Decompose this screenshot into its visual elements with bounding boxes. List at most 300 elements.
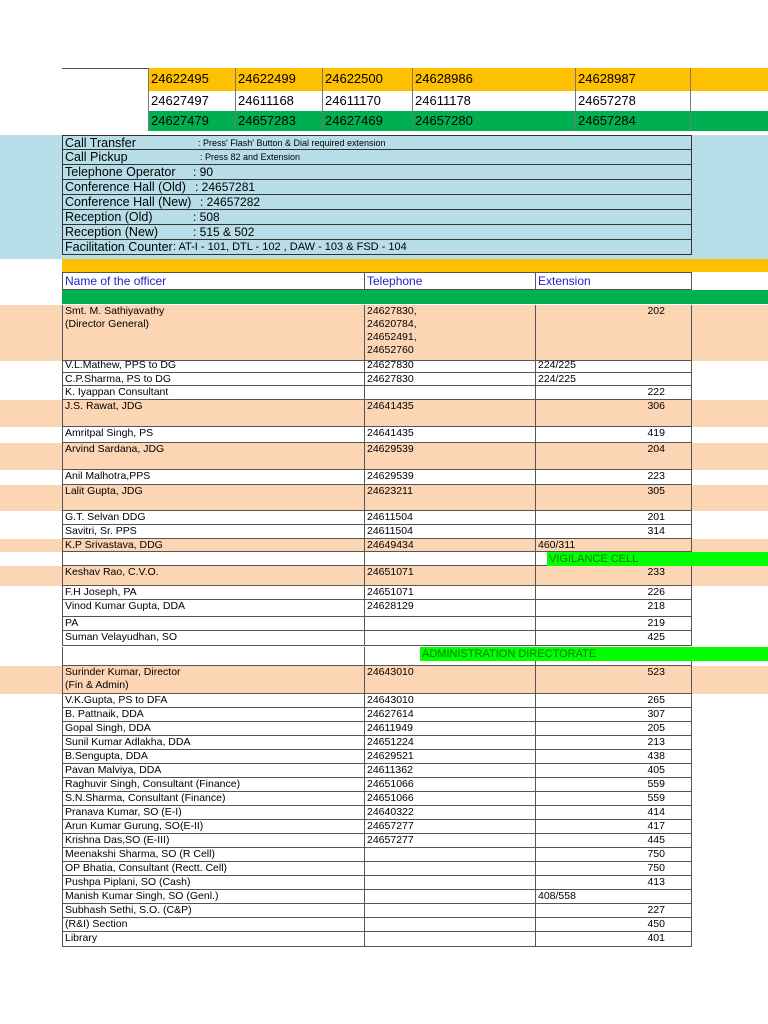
extension-cell	[535, 305, 692, 361]
extension-cell	[535, 525, 692, 539]
number-cell: 24611178	[412, 91, 575, 111]
table-row	[0, 904, 768, 918]
info-conference-hall-old	[62, 180, 692, 195]
extension-number: 314	[647, 525, 665, 537]
section-vigilance-cell: VIGILANCE CELL	[549, 553, 639, 565]
number-cell-edge	[690, 91, 693, 111]
telephone-cell	[364, 708, 535, 722]
officer-name: B. Pattnaik, DDA	[65, 708, 144, 720]
officer-name: Anil Malhotra,PPS	[65, 470, 151, 482]
number-cell: 24657280	[412, 111, 575, 131]
extension-number: 223	[647, 470, 665, 482]
number-cell: 24627479	[148, 111, 235, 131]
table-row	[0, 586, 768, 600]
table-row	[0, 694, 768, 708]
header-name-cell	[62, 272, 364, 290]
table-row	[0, 400, 768, 427]
extension-cell	[535, 904, 692, 918]
officer-name: Pushpa Piplani, SO (Cash)	[65, 876, 191, 888]
table-row	[0, 890, 768, 904]
extension-cell	[535, 918, 692, 932]
table-row	[0, 305, 768, 361]
table-row	[0, 427, 768, 443]
number-cell: 24627469	[322, 111, 412, 131]
table-row	[0, 525, 768, 539]
officer-name: Sunil Kumar Adlakha, DDA	[65, 736, 191, 748]
number-cell: 24657283	[235, 111, 322, 131]
table-row	[0, 666, 768, 694]
table-row	[0, 566, 768, 586]
telephone-number: 24640322	[367, 806, 414, 818]
number-cell-edge	[690, 111, 693, 131]
officer-name: G.T. Selvan DDG	[65, 511, 146, 523]
info-telephone-operator	[62, 165, 692, 180]
officer-name: (R&I) Section	[65, 918, 128, 930]
extension-cell	[535, 722, 692, 736]
telephone-number: 24657277	[367, 834, 414, 846]
table-row	[0, 918, 768, 932]
table-row	[0, 834, 768, 848]
table-row	[0, 806, 768, 820]
officer-name: Smt. M. Sathiyavathy (Director General)	[65, 305, 165, 330]
extension-cell	[535, 427, 692, 443]
telephone-cell	[364, 722, 535, 736]
telephone-cell	[364, 511, 535, 525]
extension-alt: 408/558	[538, 890, 576, 902]
telephone-number: 24628129	[367, 600, 414, 612]
officer-name: Arun Kumar Gurung, SO(E-II)	[65, 820, 204, 832]
extension-number: 227	[647, 904, 665, 916]
extension-number: 265	[647, 694, 665, 706]
telephone-cell	[364, 427, 535, 443]
telephone-cell	[364, 666, 535, 694]
telephone-cell	[364, 778, 535, 792]
table-header-row	[0, 272, 768, 290]
officer-name: J.S. Rawat, JDG	[65, 400, 143, 412]
officer-name-cell	[62, 904, 364, 918]
extension-number: 204	[647, 443, 665, 455]
info-value: : Press 82 and Extension	[200, 152, 301, 162]
info-value: : Press' Flash' Button & Dial required extension	[198, 138, 386, 148]
extension-cell	[535, 386, 692, 400]
extension-cell	[535, 876, 692, 890]
table-row	[0, 778, 768, 792]
telephone-cell	[364, 386, 535, 400]
extension-cell	[535, 566, 692, 586]
officer-name-cell	[62, 373, 364, 386]
table-row	[0, 848, 768, 862]
table-row	[0, 722, 768, 736]
officer-name: Suman Velayudhan, SO	[65, 631, 178, 643]
officer-name-cell	[62, 862, 364, 876]
telephone-cell	[364, 890, 535, 904]
telephone-number: 24657277	[367, 820, 414, 832]
info-label: Reception (Old)	[65, 210, 153, 224]
telephone-number: 24641435	[367, 427, 414, 439]
info-call-pickup	[62, 150, 692, 165]
officer-name: B.Sengupta, DDA	[65, 750, 148, 762]
number-cell: 24611170	[322, 91, 412, 111]
extension-cell	[535, 539, 692, 552]
telephone-cell	[364, 586, 535, 600]
telephone-number: 24629539	[367, 470, 414, 482]
telephone-cell	[364, 834, 535, 848]
telephone-cell	[364, 806, 535, 820]
officer-name: S.N.Sharma, Consultant (Finance)	[65, 792, 226, 804]
officer-name-cell	[62, 305, 364, 361]
telephone-number: 24643010	[367, 694, 414, 706]
extension-number: 218	[647, 600, 665, 612]
telephone-number: 24651071	[367, 586, 414, 598]
info-value: : 24657281	[195, 180, 256, 194]
officer-name-cell	[62, 525, 364, 539]
telephone-number: 24627830	[367, 359, 414, 371]
table-row	[0, 631, 768, 646]
officer-name: C.P.Sharma, PS to DG	[65, 373, 172, 385]
extension-number: 306	[647, 400, 665, 412]
telephone-number: 24611504	[367, 511, 413, 523]
table-row	[0, 876, 768, 890]
telephone-number: 24629521	[367, 750, 414, 762]
extension-cell	[535, 764, 692, 778]
header-telephone: Telephone	[367, 274, 423, 288]
table-row	[0, 862, 768, 876]
number-cell: 24611168	[235, 91, 322, 111]
telephone-number: 24643010	[367, 666, 414, 678]
officer-name-cell	[62, 932, 364, 947]
extension-number: 523	[647, 666, 665, 678]
telephone-number: 24623211	[367, 485, 413, 497]
header-telephone-cell	[364, 272, 535, 290]
officer-name-cell	[62, 764, 364, 778]
extension-number: 419	[647, 427, 665, 439]
table-row	[0, 932, 768, 947]
extension-number: 750	[647, 848, 665, 860]
table-row	[0, 539, 768, 552]
table-row	[0, 764, 768, 778]
telephone-cell	[364, 631, 535, 646]
extension-number: 413	[647, 876, 665, 888]
extension-alt: 224/225	[538, 373, 576, 385]
telephone-cell	[364, 918, 535, 932]
table-row	[0, 359, 768, 373]
info-label: Call Pickup	[65, 150, 128, 164]
number-cell: 24628986	[412, 68, 575, 91]
extension-number: 226	[647, 586, 665, 598]
telephone-number: 24641435	[367, 400, 414, 412]
officer-name-cell	[62, 708, 364, 722]
number-cell: 24657284	[575, 111, 690, 131]
telephone-cell	[364, 525, 535, 539]
telephone-number: 24629539	[367, 443, 414, 455]
number-cell: 24628987	[575, 68, 690, 91]
extension-cell	[535, 443, 692, 470]
table-row	[0, 485, 768, 511]
telephone-cell	[364, 373, 535, 386]
empty-cell	[364, 552, 535, 566]
header-extension: Extension	[538, 274, 591, 288]
table-row	[0, 792, 768, 806]
telephone-number: 24651066	[367, 792, 414, 804]
officer-name: K.P Srivastava, DDG	[65, 539, 163, 551]
extension-cell	[535, 806, 692, 820]
telephone-cell	[364, 694, 535, 708]
officer-name-cell	[62, 427, 364, 443]
extension-cell	[535, 586, 692, 600]
officer-name: PA	[65, 617, 79, 629]
officer-name-cell	[62, 511, 364, 525]
extension-cell	[535, 373, 692, 386]
extension-number: 219	[647, 617, 665, 629]
extension-number: 450	[647, 918, 665, 930]
empty-cell	[62, 647, 364, 666]
telephone-number: 24651066	[367, 778, 414, 790]
extension-number: 305	[647, 485, 665, 497]
telephone-number: 24611362	[367, 764, 413, 776]
officer-name: Vinod Kumar Gupta, DDA	[65, 600, 186, 612]
officer-name-cell	[62, 792, 364, 806]
officer-name: OP Bhatia, Consultant (Rectt. Cell)	[65, 862, 228, 874]
officer-name-cell	[62, 600, 364, 617]
officer-name-cell	[62, 778, 364, 792]
info-call-transfer	[62, 135, 692, 150]
info-label: Conference Hall (New)	[65, 195, 192, 209]
officer-name: Gopal Singh, DDA	[65, 722, 151, 734]
officer-name-cell	[62, 586, 364, 600]
telephone-cell	[364, 539, 535, 552]
info-value: : 508	[193, 210, 220, 224]
officer-name: Savitri, Sr. PPS	[65, 525, 137, 537]
extension-cell	[535, 778, 692, 792]
officer-name: Library	[65, 932, 98, 944]
extension-number: 417	[647, 820, 665, 832]
info-label: Reception (New)	[65, 225, 159, 239]
extension-number: 414	[647, 806, 665, 818]
telephone-cell	[364, 359, 535, 373]
officer-name: Meenakshi Sharma, SO (R Cell)	[65, 848, 215, 860]
service-info-block	[0, 135, 768, 259]
info-label: Call Transfer	[65, 136, 136, 150]
info-label: Facilitation Counter	[65, 240, 173, 254]
extension-cell	[535, 694, 692, 708]
telephone-number: 24649434	[367, 539, 414, 551]
table-row	[0, 736, 768, 750]
officer-name-cell	[62, 750, 364, 764]
info-reception-new	[62, 225, 692, 240]
telephone-cell	[364, 750, 535, 764]
telephone-number: 24627830, 24620784, 24652491, 24652760	[367, 305, 417, 356]
officer-name-cell	[62, 443, 364, 470]
officer-name: Surinder Kumar, Director (Fin & Admin)	[65, 666, 181, 691]
extension-number: 750	[647, 862, 665, 874]
telephone-cell	[364, 932, 535, 947]
extension-number: 425	[647, 631, 665, 643]
officer-name: K. Iyappan Consultant	[65, 386, 169, 398]
officer-name-cell	[62, 736, 364, 750]
officer-name-cell	[62, 470, 364, 485]
officer-name: Amritpal Singh, PS	[65, 427, 154, 439]
table-row	[0, 443, 768, 470]
extension-cell	[535, 792, 692, 806]
officer-name-cell	[62, 876, 364, 890]
number-cell: 24622499	[235, 68, 322, 91]
extension-number: 307	[647, 708, 665, 720]
extension-number: 559	[647, 778, 665, 790]
top-number-row-3	[0, 111, 768, 131]
officer-name-cell	[62, 400, 364, 427]
info-facilitation-counter	[62, 240, 692, 255]
extension-cell	[535, 400, 692, 427]
table-row	[0, 820, 768, 834]
officer-name-cell	[62, 806, 364, 820]
officer-name: Lalit Gupta, JDG	[65, 485, 143, 497]
officer-name-cell	[62, 918, 364, 932]
table-row	[0, 617, 768, 631]
extension-cell	[535, 890, 692, 904]
officer-name-cell	[62, 890, 364, 904]
officer-name: V.K.Gupta, PS to DFA	[65, 694, 168, 706]
officer-name-cell	[62, 485, 364, 511]
info-label: Telephone Operator	[65, 165, 176, 179]
telephone-cell	[364, 876, 535, 890]
officer-name-cell	[62, 834, 364, 848]
officer-name: V.L.Mathew, PPS to DG	[65, 359, 177, 371]
officer-name: Arvind Sardana, JDG	[65, 443, 165, 455]
telephone-cell	[364, 566, 535, 586]
officer-name-cell	[62, 617, 364, 631]
telephone-cell	[364, 470, 535, 485]
officer-name-cell	[62, 694, 364, 708]
extension-cell	[535, 862, 692, 876]
info-conference-hall-new	[62, 195, 692, 210]
extension-cell	[535, 820, 692, 834]
officer-name: Keshav Rao, C.V.O.	[65, 566, 159, 578]
officer-name-cell	[62, 386, 364, 400]
table-row	[0, 511, 768, 525]
info-label: Conference Hall (Old)	[65, 180, 186, 194]
header-name: Name of the officer	[65, 274, 167, 288]
extension-cell	[535, 750, 692, 764]
extension-number: 213	[647, 736, 665, 748]
telephone-number: 24611949	[367, 722, 413, 734]
extension-number: 202	[647, 305, 665, 317]
officer-name: Raghuvir Singh, Consultant (Finance)	[65, 778, 241, 790]
extension-number: 445	[647, 834, 665, 846]
empty-cell	[62, 552, 364, 566]
table-row	[0, 750, 768, 764]
officer-name-cell	[62, 539, 364, 552]
officer-name-cell	[62, 848, 364, 862]
extension-cell	[535, 666, 692, 694]
extension-cell	[535, 617, 692, 631]
extension-cell	[535, 848, 692, 862]
number-cell: 24622495	[148, 68, 235, 91]
table-row	[0, 708, 768, 722]
number-cell: 24657278	[575, 91, 690, 111]
telephone-number: 24627830	[367, 373, 414, 385]
table-row	[0, 386, 768, 400]
officer-name-cell	[62, 359, 364, 373]
telephone-cell	[364, 764, 535, 778]
officer-name: Manish Kumar Singh, SO (Genl.)	[65, 890, 219, 902]
table-row	[0, 373, 768, 386]
extension-number: 559	[647, 792, 665, 804]
telephone-cell	[364, 862, 535, 876]
telephone-cell	[364, 904, 535, 918]
telephone-cell	[364, 485, 535, 511]
telephone-cell	[364, 792, 535, 806]
telephone-cell	[364, 600, 535, 617]
telephone-cell	[364, 617, 535, 631]
extension-cell	[535, 932, 692, 947]
extension-number: 201	[647, 511, 665, 523]
info-value: : 90	[193, 165, 214, 179]
extension-cell	[535, 708, 692, 722]
green-strip	[62, 290, 768, 304]
officer-name: Krishna Das,SO (E-III)	[65, 834, 170, 846]
header-extension-cell	[535, 272, 692, 290]
number-cell: 24627497	[148, 91, 235, 111]
telephone-number: 24651071	[367, 566, 414, 578]
extension-number: 401	[647, 932, 665, 944]
info-value: : 515 & 502	[193, 225, 255, 239]
info-value: : 24657282	[200, 195, 261, 209]
telephone-cell	[364, 305, 535, 361]
number-cell-edge	[690, 68, 693, 91]
table-row	[0, 600, 768, 617]
officer-name-cell	[62, 820, 364, 834]
officer-name: Pavan Malviya, DDA	[65, 764, 162, 776]
telephone-cell	[364, 400, 535, 427]
telephone-cell	[364, 736, 535, 750]
info-reception-old	[62, 210, 692, 225]
extension-cell	[535, 470, 692, 485]
extension-cell	[535, 834, 692, 848]
top-number-row-2	[0, 91, 768, 111]
telephone-number: 24611504	[367, 525, 413, 537]
extension-cell	[535, 485, 692, 511]
extension-number: 205	[647, 722, 665, 734]
number-cell: 24622500	[322, 68, 412, 91]
extension-cell	[535, 631, 692, 646]
telephone-cell	[364, 443, 535, 470]
telephone-number: 24651224	[367, 736, 414, 748]
officer-name: Subhash Sethi, S.O. (C&P)	[65, 904, 192, 916]
orange-strip	[62, 259, 768, 272]
officer-name: F.H Joseph, PA	[65, 586, 137, 598]
section-administration: ADMINISTRATION DIRECTORATE	[422, 648, 597, 660]
telephone-number: 24627614	[367, 708, 414, 720]
extension-cell	[535, 600, 692, 617]
officer-name: Pranava Kumar, SO (E-I)	[65, 806, 182, 818]
info-value: : AT-I - 101, DTL - 102 , DAW - 103 & FSD - 104	[173, 241, 407, 253]
telephone-cell	[364, 820, 535, 834]
officer-name-cell	[62, 666, 364, 694]
telephone-cell	[364, 848, 535, 862]
extension-number: 405	[647, 764, 665, 776]
extension-cell	[535, 359, 692, 373]
top-number-row-1	[0, 68, 768, 91]
officer-name-cell	[62, 631, 364, 646]
officer-name-cell	[62, 722, 364, 736]
extension-cell	[535, 736, 692, 750]
extension-number: 222	[647, 386, 665, 398]
table-row	[0, 470, 768, 485]
officer-name-cell	[62, 566, 364, 586]
extension-alt: 460/311	[538, 539, 576, 551]
extension-cell	[535, 511, 692, 525]
extension-alt: 224/225	[538, 359, 576, 371]
